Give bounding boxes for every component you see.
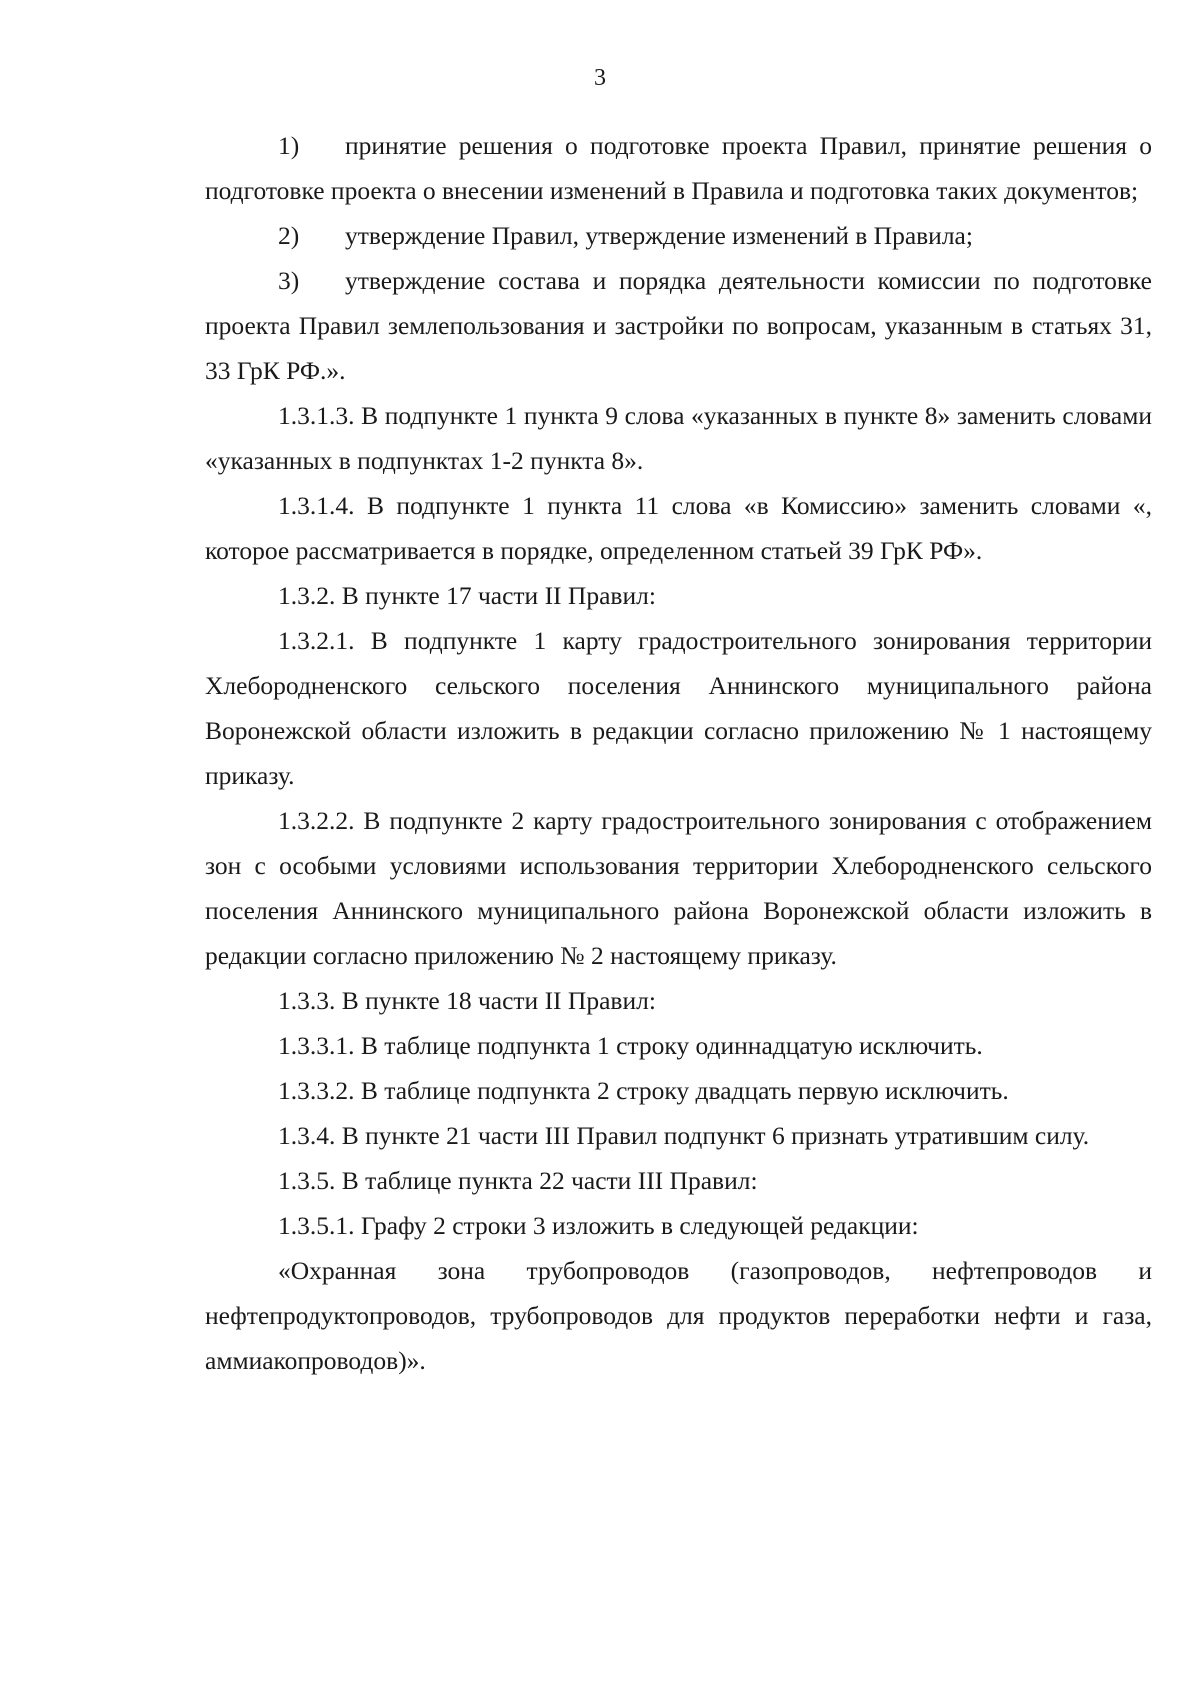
list-item-number: 3) <box>278 266 300 295</box>
paragraph-1-3-2-1: 1.3.2.1. В подпункте 1 карту градостроительного зонирования территории Хлебородненского сельского поселения Аннинского муниципального района Воронежской области изложить в редакции согласно приложению № 1 настоящему приказу. <box>205 626 1152 790</box>
paragraph-1-3-1-3: 1.3.1.3. В подпункте 1 пункта 9 слова «указанных в пункте 8» заменить словами «указанных в подпунктах 1-2 пункта 8». <box>205 401 1152 475</box>
list-item-text: утверждение Правил, утверждение изменений в Правила; <box>345 221 973 250</box>
list-item-number: 1) <box>278 131 300 160</box>
page-number: 3 <box>594 65 606 91</box>
paragraph-1-3-5-1: 1.3.5.1. Графу 2 строки 3 изложить в следующей редакции: <box>278 1211 919 1240</box>
paragraph-1-3-3-2: 1.3.3.2. В таблице подпункта 2 строку двадцать первую исключить. <box>278 1076 1009 1105</box>
paragraph-1-3-5: 1.3.5. В таблице пункта 22 части III Правил: <box>278 1166 758 1195</box>
list-item-1 <box>205 123 1152 213</box>
paragraph-1-3-4: 1.3.4. В пункте 21 части III Правил подпункт 6 признать утратившим силу. <box>278 1121 1090 1150</box>
paragraph-1-3-2: 1.3.2. В пункте 17 части II Правил: <box>278 581 656 610</box>
paragraph-1-3-2-2: 1.3.2.2. В подпункте 2 карту градостроительного зонирования с отображением зон с особыми условиями использования территории Хлебородненского сельского поселения Аннинского муниципального района Воронежской области изложить в редакции согласно приложению № 2 настоящему приказу. <box>205 806 1152 970</box>
paragraph-1-3-1-4: 1.3.1.4. В подпункте 1 пункта 11 слова «в Комиссию» заменить словами «, которое рассматривается в порядке, определенном статьей 39 ГрК РФ». <box>205 491 1152 565</box>
list-item-2 <box>205 213 1152 258</box>
paragraph-1-3-3-1: 1.3.3.1. В таблице подпункта 1 строку одиннадцатую исключить. <box>278 1031 983 1060</box>
list-item-number: 2) <box>278 221 300 250</box>
list-item-text: принятие решения о подготовке проекта Правил, принятие решения о подготовке проекта о внесении изменений в Правила и подготовка таких документов; <box>205 131 1152 205</box>
list-item-text: утверждение состава и порядка деятельности комиссии по подготовке проекта Правил землепользования и застройки по вопросам, указанным в статьях 31, 33 ГрК РФ.». <box>205 266 1152 385</box>
paragraph-1-3-3: 1.3.3. В пункте 18 части II Правил: <box>278 986 656 1015</box>
list-item-3 <box>205 258 1152 393</box>
paragraph-quote: «Охранная зона трубопроводов (газопроводов, нефтепроводов и нефтепродуктопроводов, трубопроводов для продуктов переработки нефти и газа, аммиакопроводов)». <box>205 1256 1152 1375</box>
document-body <box>205 123 1152 1383</box>
